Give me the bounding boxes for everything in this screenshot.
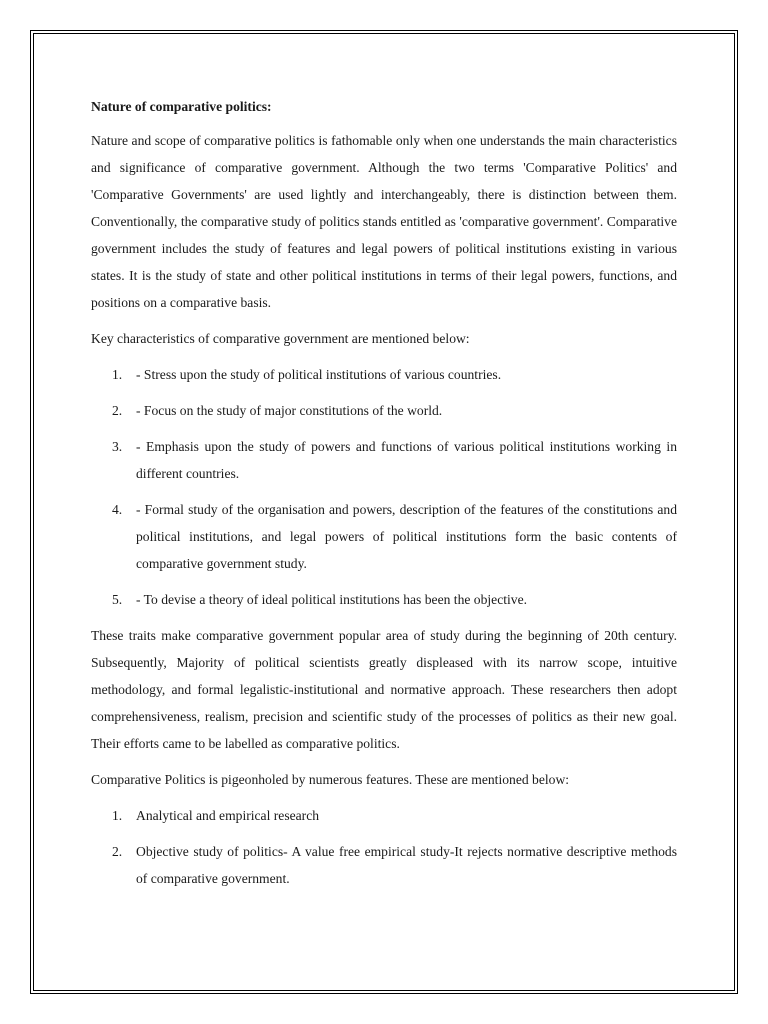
list-item-number: 3. [112, 439, 123, 454]
list-item-number: 2. [112, 403, 123, 418]
features-list [91, 802, 677, 892]
list-item-text: Analytical and empirical research [136, 808, 320, 823]
list-item-number: 4. [112, 502, 123, 517]
intro-paragraph: Nature and scope of comparative politics is fathomable only when one understands the main characteristics and significance of comparative government. Although the two terms 'Comparative Politics' and 'Comparative Governments' are used lightly and interchangeably, there is distinction between them. Conventionally, the comparative study of politics stands entitled as 'comparative government'. Comparative government includes the study of features and legal powers of political institutions existing in various states. It is the study of state and other political institutions in terms of their legal powers, functions, and positions on a comparative basis. [91, 133, 677, 310]
key-characteristics-intro: Key characteristics of comparative government are mentioned below: [91, 331, 470, 346]
list-item-number: 2. [112, 844, 123, 859]
list-item-text: - To devise a theory of ideal political institutions has been the objective. [136, 592, 528, 607]
list-item-number: 1. [112, 808, 123, 823]
traits-paragraph: These traits make comparative government popular area of study during the beginning of 20th century. Subsequently, Majority of political scientists greatly displeased with its narrow scope, intuitive methodology, and formal legalistic-institutional and normative approach. These researchers then adopt comprehensiveness, realism, precision and scientific study of the processes of politics as their new goal. Their efforts came to be labelled as comparative politics. [91, 628, 677, 751]
features-intro: Comparative Politics is pigeonholed by numerous features. These are mentioned below: [91, 772, 570, 787]
key-characteristics-list [91, 361, 677, 613]
section-heading: Nature of comparative politics: [91, 99, 272, 114]
document-body [91, 93, 677, 901]
list-item-number: 1. [112, 367, 123, 382]
list-item [91, 433, 677, 487]
list-item [91, 361, 677, 388]
list-item [91, 838, 677, 892]
list-item-text: - Stress upon the study of political institutions of various countries. [136, 367, 502, 382]
list-item-text: - Formal study of the organisation and powers, description of the features of the constitutions and political institutions, and legal powers of political institutions form the basic contents of comparative government study. [136, 502, 677, 571]
list-item-number: 5. [112, 592, 123, 607]
list-item-text: Objective study of politics- A value free empirical study-It rejects normative descriptive methods of comparative government. [136, 844, 677, 886]
list-item [91, 397, 677, 424]
list-item-text: - Emphasis upon the study of powers and functions of various political institutions working in different countries. [136, 439, 677, 481]
list-item-text: - Focus on the study of major constitutions of the world. [136, 403, 443, 418]
list-item [91, 496, 677, 577]
list-item [91, 586, 677, 613]
list-item [91, 802, 677, 829]
